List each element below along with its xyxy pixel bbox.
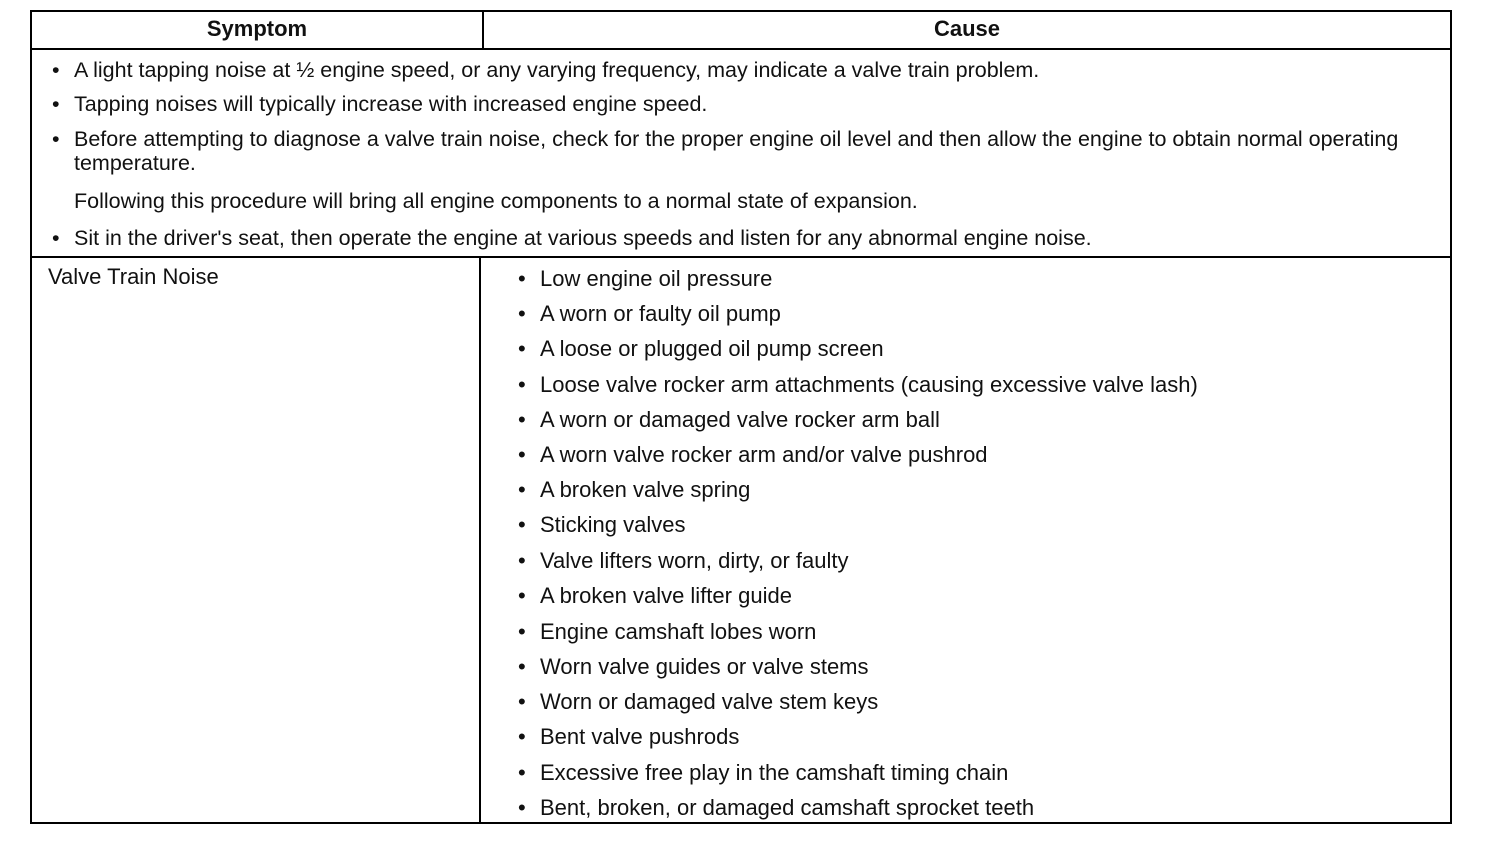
note-item (52, 58, 1420, 82)
cause-text: Valve lifters worn, dirty, or faulty (540, 548, 849, 573)
bullet: • (52, 127, 60, 151)
cause-text: A worn or damaged valve rocker arm ball (540, 407, 940, 432)
cause-item (518, 407, 940, 433)
bullet: • (518, 477, 526, 502)
diagnostic-table (30, 10, 1452, 824)
cause-text: Loose valve rocker arm attachments (causing excessive valve lash) (540, 372, 1198, 397)
bullet: • (518, 548, 526, 573)
cause-text: Bent valve pushrods (540, 724, 740, 749)
bullet: • (518, 689, 526, 714)
cause-item (518, 512, 686, 538)
cause-item (518, 583, 792, 609)
bullet: • (518, 619, 526, 644)
bullet: • (518, 583, 526, 608)
cause-text: A worn valve rocker arm and/or valve pushrod (540, 442, 988, 467)
note-subtext (74, 189, 1420, 213)
cause-item (518, 548, 849, 574)
bullet: • (518, 795, 526, 820)
note-text: Before attempting to diagnose a valve train noise, check for the proper engine oil level and then allow the engine to obtain normal operating temperature. (74, 127, 1399, 175)
bullet: • (518, 372, 526, 397)
cause-item (518, 654, 869, 680)
table-header-row (32, 12, 1450, 50)
cause-item (518, 372, 1198, 398)
symptom-column-header: Symptom (206, 16, 308, 41)
bullet: • (52, 226, 60, 250)
note-text: Following this procedure will bring all engine components to a normal state of expansion. (74, 189, 918, 213)
cause-item (518, 301, 781, 327)
cause-column-header: Cause (482, 12, 1450, 48)
bullet: • (518, 336, 526, 361)
cause-item (518, 336, 884, 362)
cause-text: Low engine oil pressure (540, 266, 773, 291)
cause-item (518, 477, 751, 503)
bullet: • (518, 407, 526, 432)
table-row (32, 258, 1450, 822)
bullet: • (52, 92, 60, 116)
cause-text: A loose or plugged oil pump screen (540, 336, 884, 361)
cause-text: Engine camshaft lobes worn (540, 619, 817, 644)
cause-text: Excessive free play in the camshaft timing chain (540, 760, 1009, 785)
bullet: • (518, 724, 526, 749)
cause-text: Worn valve guides or valve stems (540, 654, 869, 679)
bullet: • (52, 58, 60, 82)
cause-item (518, 795, 1035, 821)
bullet: • (518, 442, 526, 467)
bullet: • (518, 301, 526, 326)
bullet: • (518, 760, 526, 785)
cause-item (518, 266, 773, 292)
note-item (52, 92, 1420, 116)
note-item (52, 226, 1420, 250)
cause-text: A worn or faulty oil pump (540, 301, 781, 326)
cause-text: Worn or damaged valve stem keys (540, 689, 879, 714)
cause-text: A broken valve lifter guide (540, 583, 792, 608)
bullet: • (518, 512, 526, 537)
symptom-text: Valve Train Noise (48, 264, 219, 289)
note-text: Tapping noises will typically increase with increased engine speed. (74, 92, 708, 116)
note-item (52, 127, 1420, 175)
cause-item (518, 760, 1009, 786)
bullet: • (518, 266, 526, 291)
symptom-cell (32, 258, 481, 822)
cause-item (518, 442, 988, 468)
cause-item (518, 724, 740, 750)
cause-list (481, 258, 1450, 822)
cause-text: A broken valve spring (540, 477, 751, 502)
cause-item (518, 689, 879, 715)
general-notes (32, 50, 1450, 258)
note-text: Sit in the driver's seat, then operate the engine at various speeds and listen for any abnormal engine noise. (74, 226, 1092, 250)
cause-item (518, 619, 817, 645)
cause-text: Bent, broken, or damaged camshaft sprocket teeth (540, 795, 1035, 820)
bullet: • (518, 654, 526, 679)
cause-text: Sticking valves (540, 512, 686, 537)
note-text: A light tapping noise at ½ engine speed, or any varying frequency, may indicate a valve train problem. (74, 58, 1040, 82)
